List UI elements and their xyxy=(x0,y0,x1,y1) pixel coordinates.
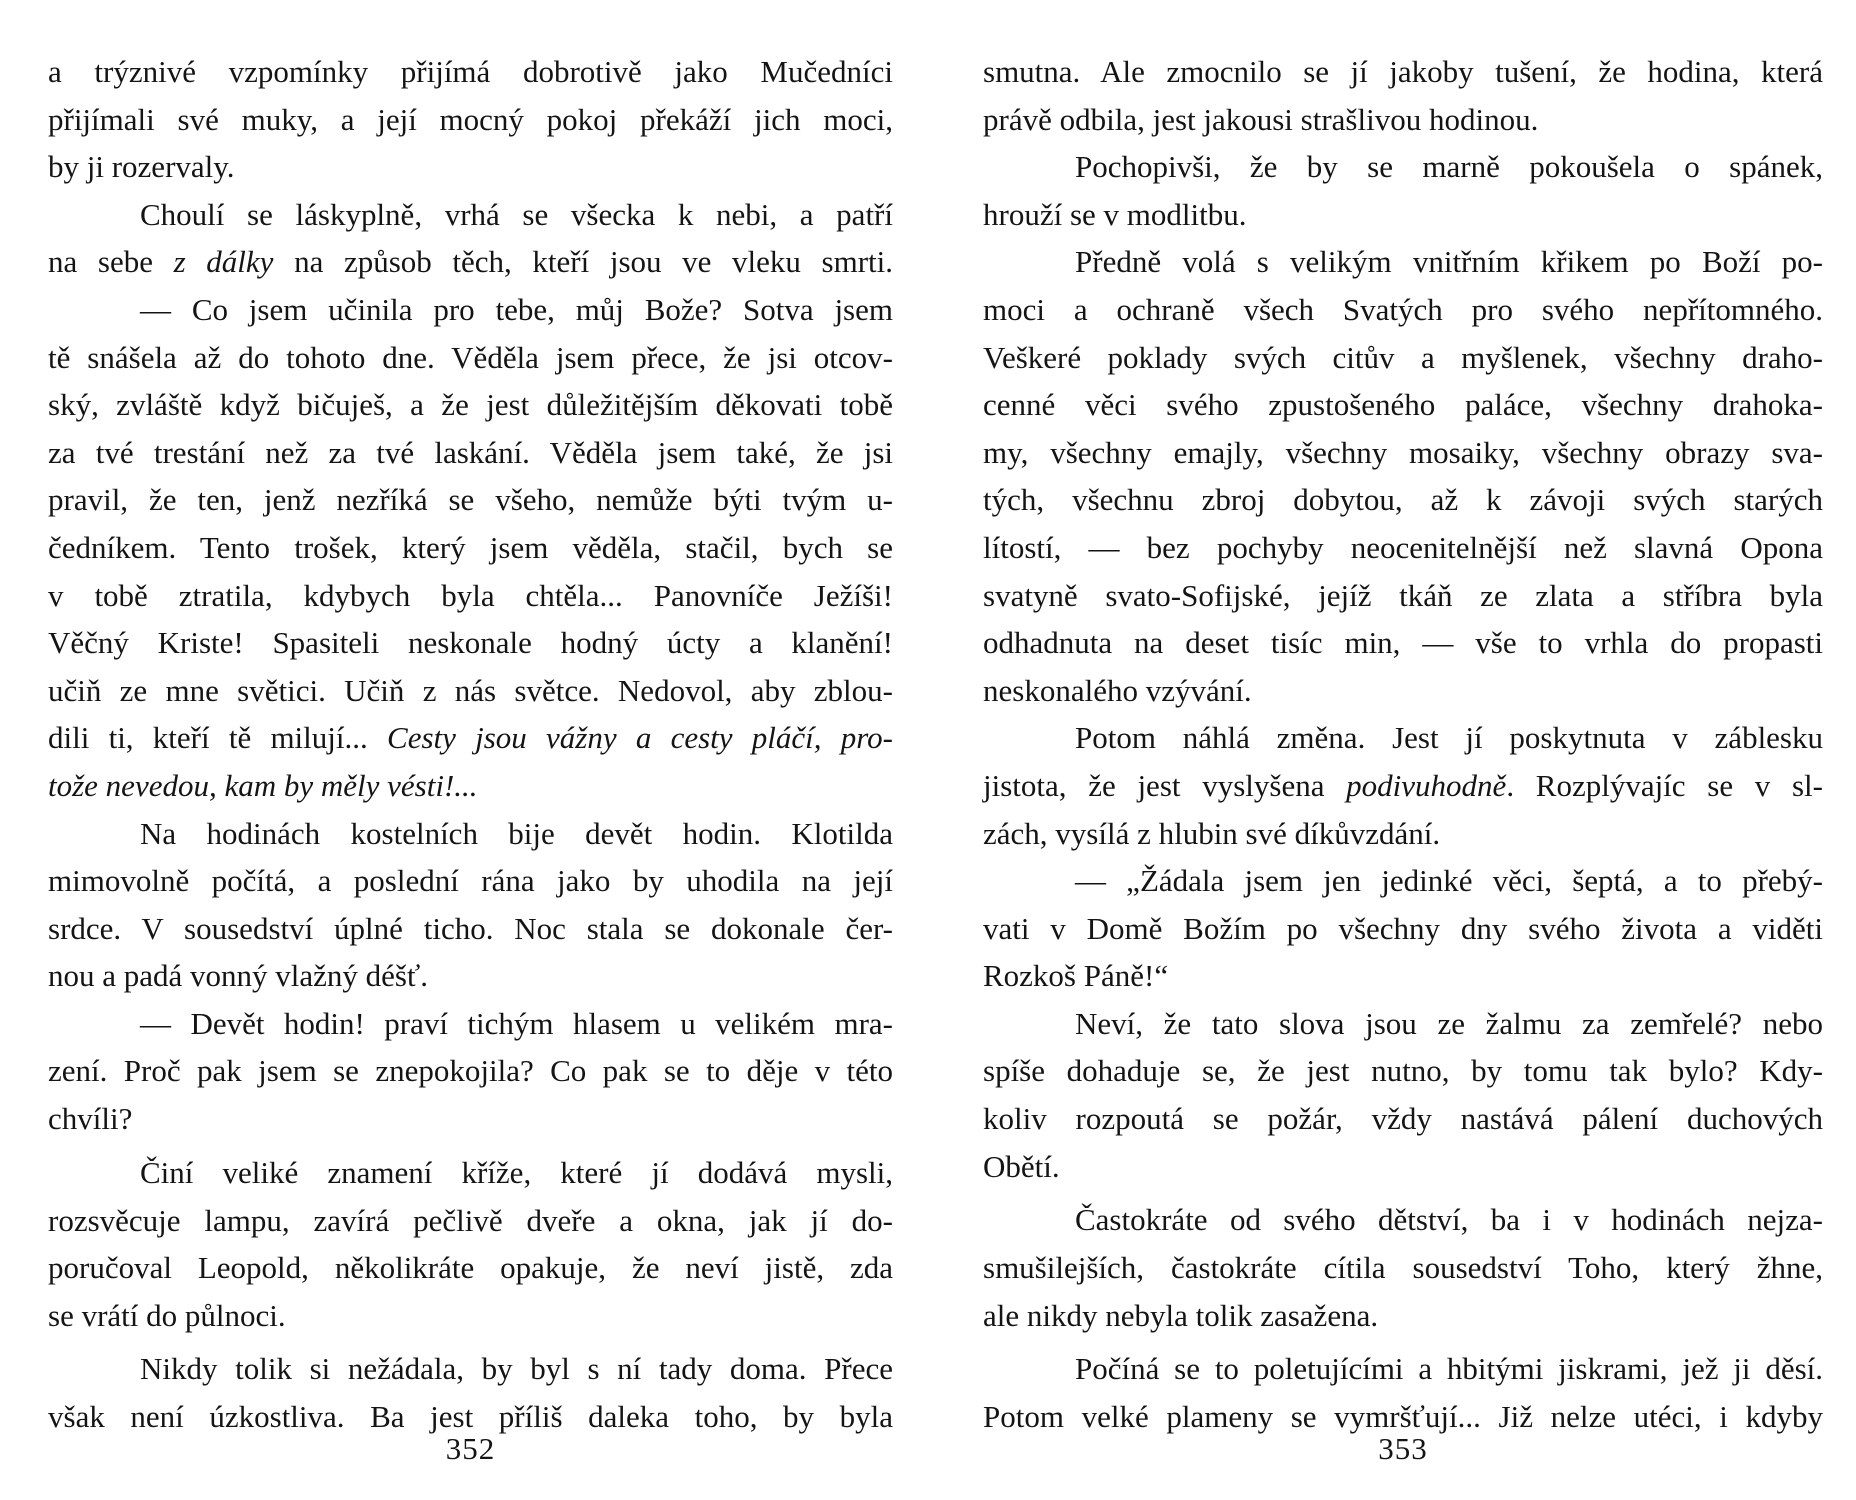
text-line: rozsvěcuje lampu, zavírá pečlivě dveře a okna, jak jí do- xyxy=(48,1202,893,1238)
text-line: poručoval Leopold, několikráte opakuje, že neví jistě, zda xyxy=(48,1250,893,1286)
text-line: přijímali své muky, a její mocný pokoj překáží jich moci, xyxy=(48,101,893,137)
text-line: Potom velké plameny se vymršťují... Již nelze utéci, i kdyby xyxy=(983,1399,1823,1435)
text-line: právě odbila, jest jakousi strašlivou hodinou. xyxy=(983,101,1539,137)
text-line: jistota, že jest vyslyšena podivuhodně. Rozplývajíc se v sl- xyxy=(983,767,1823,803)
text-line: však není úzkostliva. Ba jest příliš daleka toho, by byla xyxy=(48,1399,893,1435)
text-line: Choulí se láskyplně, vrhá se všecka k nebi, a patří xyxy=(140,196,893,232)
text-line: cenné věci svého zpustošeného paláce, všechny drahoka- xyxy=(983,387,1823,423)
text-line: smutna. Ale zmocnilo se jí jakoby tušení, že hodina, která xyxy=(983,54,1823,89)
text-line: dili ti, kteří tě milují... Cesty jsou vážny a cesty pláčí, pro- xyxy=(48,720,894,756)
text-line: čedníkem. Tento trošek, který jsem věděla, stačil, bych se xyxy=(48,529,893,565)
text-line: na sebe z dálky na způsob těch, kteří jsou ve vleku smrti. xyxy=(48,244,894,280)
text-line: zách, vysílá z hlubin své díkůvzdání. xyxy=(983,815,1441,851)
text-line: ský, zvláště když bičuješ, a že jest důležitějším děkovati tobě xyxy=(48,387,893,423)
text-line: Neví, že tato slova jsou ze žalmu za zemřelé? nebo xyxy=(1075,1005,1823,1041)
text-line: vati v Domě Božím po všechny dny svého života a viděti xyxy=(983,910,1823,946)
text-line: odhadnuta na deset tisíc min, — vše to vrhla do propasti xyxy=(983,625,1823,661)
page-number: 352 xyxy=(445,1431,496,1466)
text-line: smušilejších, častokráte cítila sousedství Toho, který žhne, xyxy=(983,1250,1823,1286)
text-line: tože nevedou, kam by měly vésti!... xyxy=(48,767,478,803)
text-line: Obětí. xyxy=(983,1148,1060,1184)
text-line: pravil, že ten, jenž nezříká se všeho, nemůže býti tvým u- xyxy=(48,482,893,518)
text-line: a trýznivé vzpomínky přijímá dobrotivě jako Mučedníci xyxy=(48,54,893,89)
text-line: svatyně svato-Sofijské, jejíž tkáň ze zlata a stříbra byla xyxy=(983,577,1823,613)
text-line: chvíli? xyxy=(48,1101,133,1137)
text-line: učiň ze mne světici. Učiň z nás světce. Nedovol, aby zblou- xyxy=(48,672,893,708)
text-line: Pochopivši, že by se marně pokoušela o spánek, xyxy=(1075,149,1823,185)
text-line: hrouží se v modlitbu. xyxy=(983,196,1247,232)
text-line: my, všechny emajly, všechny mosaiky, všechny obrazy sva- xyxy=(983,434,1823,470)
text-line: v tobě ztratila, kdybych byla chtěla... Panovníče Ježíši! xyxy=(48,577,893,613)
text-block xyxy=(983,48,1823,1441)
text-line: tě snášela až do tohoto dne. Věděla jsem přece, že jsi otcov- xyxy=(48,339,893,375)
text-line: moci a ochraně všech Svatých pro svého nepřítomného. xyxy=(983,291,1823,327)
text-line: Činí veliké znamení kříže, které jí dodává mysli, xyxy=(140,1154,893,1190)
text-line: nou a padá vonný vlažný déšť. xyxy=(48,958,428,994)
text-line: by ji rozervaly. xyxy=(48,149,235,185)
text-block xyxy=(48,48,893,1441)
text-line: Na hodinách kostelních bije devět hodin. Klotilda xyxy=(140,815,893,851)
text-line: zení. Proč pak jsem se znepokojila? Co pak se to děje v této xyxy=(48,1053,893,1089)
text-line: Častokráte od svého dětství, ba i v hodinách nejza- xyxy=(1075,1202,1823,1238)
text-line: neskonalého vzývání. xyxy=(983,672,1252,708)
text-line: koliv rozpoutá se požár, vždy nastává pálení duchových xyxy=(983,1101,1823,1137)
text-line: Potom náhlá změna. Jest jí poskytnuta v záblesku xyxy=(1075,720,1823,756)
text-line: tých, všechnu zbroj dobytou, až k závoji svých starých xyxy=(983,482,1823,518)
text-line: lítostí, — bez pochyby neocenitelnější než slavná Opona xyxy=(983,529,1823,565)
text-line: mimovolně počítá, a poslední rána jako by uhodila na její xyxy=(48,863,893,899)
text-line: Počíná se to poletujícími a hbitými jiskrami, jež ji děsí. xyxy=(1075,1351,1823,1387)
text-line: spíše dohaduje se, že jest nutno, by tomu tak bylo? Kdy- xyxy=(983,1053,1823,1089)
text-line: se vrátí do půlnoci. xyxy=(48,1297,286,1333)
text-line: Předně volá s velikým vnitřním křikem po Boží po- xyxy=(1075,244,1823,280)
text-line: — „Žádala jsem jen jedinké věci, šeptá, a to přebý- xyxy=(1075,863,1823,899)
right-page xyxy=(983,48,1823,1478)
text-line: ale nikdy nebyla tolik zasažena. xyxy=(983,1297,1379,1333)
page-number: 353 xyxy=(1378,1431,1428,1466)
text-line: — Co jsem učinila pro tebe, můj Bože? Sotva jsem xyxy=(140,291,893,327)
text-line: srdce. V sousedství úplné ticho. Noc stala se dokonale čer- xyxy=(48,910,893,946)
text-line: — Devět hodin! praví tichým hlasem u velikém mra- xyxy=(140,1005,893,1041)
text-line: Rozkoš Páně!“ xyxy=(983,958,1169,994)
left-page xyxy=(48,48,893,1478)
text-line: Věčný Kriste! Spasiteli neskonale hodný úcty a klanění! xyxy=(48,625,893,661)
text-line: Nikdy tolik si nežádala, by byl s ní tady doma. Přece xyxy=(140,1351,893,1387)
text-line: za tvé trestání než za tvé laskání. Věděla jsem také, že jsi xyxy=(48,434,893,470)
text-line: Veškeré poklady svých citův a myšlenek, všechny draho- xyxy=(983,339,1823,375)
